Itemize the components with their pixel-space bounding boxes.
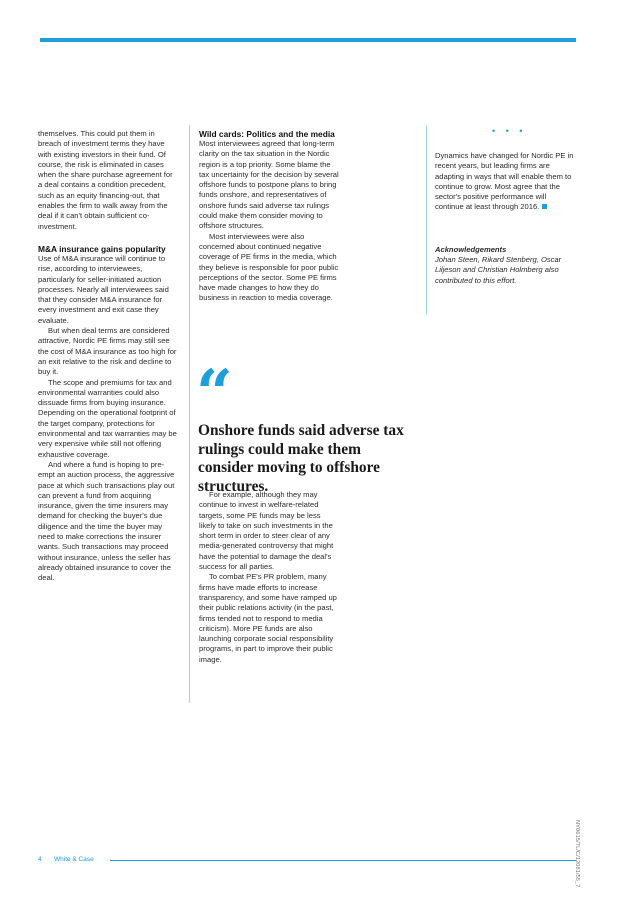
section-heading-ma-insurance: M&A insurance gains popularity [38, 243, 166, 254]
paragraph: Most interviewees agreed that long-term clarity on the tax situation in the Nordic region is a top priority. Some blame the tax uncertainty for the decision by several offshore funds to postpone plans to bring funds onshore, and representatives of onshore funds said adverse tax rulings could make them consider moving to offshore structures. [199, 139, 339, 231]
paragraph: But when deal terms are considered attractive, Nordic PE firms may still see the cost of M&A insurance as too high for an exit relative to the risk and decline to buy it. [38, 326, 177, 377]
section-heading-wild-cards: Wild cards: Politics and the media [199, 129, 335, 139]
paragraph: themselves. This could put them in breach of investment terms they have with existing investors in their fund. Of course, the risk is eliminated in cases when the share purchase agreement for a deal contains a condition precedent, such as an equity financing-out, that enables the firm to walk away from the deal if it can't obtain sufficient co-investment. [38, 129, 173, 231]
paragraph: Use of M&A insurance will continue to rise, according to interviewees, particularly for seller-initiated auction processes. Nearly all interviewees said that they consider M&A insurance for every investment and exit case they evaluate. [38, 253, 169, 325]
end-mark-icon [542, 204, 547, 209]
paragraph: And where a fund is hoping to pre-empt an auction process, the aggressive pace at which such transactions play out can prevent a fund from acquiring insurance, given the time insurers may demand for checking the buyer's due diligence and the time the buyer may need to make corrections the insurer wants. Such transactions may proceed without insurance, unless the seller has already obtained insurance to cover the deal. [38, 459, 175, 583]
document-code: NY0615/TL/C/12081/55_7 [574, 820, 580, 888]
quote-mark-icon: “ [196, 356, 233, 431]
acknowledgements-heading: Acknowledgements [435, 244, 507, 254]
paragraph-conclusion [435, 151, 575, 213]
paragraph: The scope and premiums for tax and environmental warranties could also dissuade firms from buying insurance. Depending on the operational footprint of the target company, protections for environmental and tax warranties may be very expensive while still not offering exhaustive coverage. [38, 377, 177, 459]
column-divider [426, 125, 427, 315]
paragraph: For example, although they may continue to invest in welfare-related targets, some PE funds may be less likely to take on such investments in the short term in order to steer clear of any media-generated controversy that might have the potential to damage the deal's success for all parties. [199, 490, 334, 572]
footer-rule [110, 860, 576, 861]
acknowledgements-text: Johan Steen, Rikard Stenberg, Oscar Liljeson and Christian Holmberg also contributed to this effort. [435, 255, 562, 285]
page-number: 4 [38, 856, 42, 863]
footer-brand: White & Case [54, 856, 94, 863]
header-rule [40, 38, 576, 42]
column-right [435, 151, 575, 286]
paragraph: To combat PE's PR problem, many firms have made efforts to increase transparency, and some have ramped up their public relations activity (in the past, firms tended not to respond to media criticism). More PE funds are also launching corporate social responsibility programs, in part to improve their public image. [199, 572, 337, 664]
column-middle-continued [199, 490, 339, 665]
column-left [38, 129, 178, 583]
paragraph: Most interviewees were also concerned about continued negative coverage of PE firms in the media, which they believe is responsible for poor public perceptions of the sector. Some PE firms have made changes to how they do business in reaction to media coverage. [199, 231, 339, 303]
pull-quote: Onshore funds said adverse tax rulings could make them consider moving to offshore structures. [198, 422, 404, 495]
column-middle [199, 129, 339, 304]
column-divider [189, 125, 190, 703]
ellipsis-dots-icon: • • • [492, 126, 527, 136]
paragraph-text: Dynamics have changed for Nordic PE in recent years, but leading firms are adapting in ways that will enable them to continue to grow. Most agree that the sector's positive performance will continue at least through 2016. [435, 151, 574, 212]
